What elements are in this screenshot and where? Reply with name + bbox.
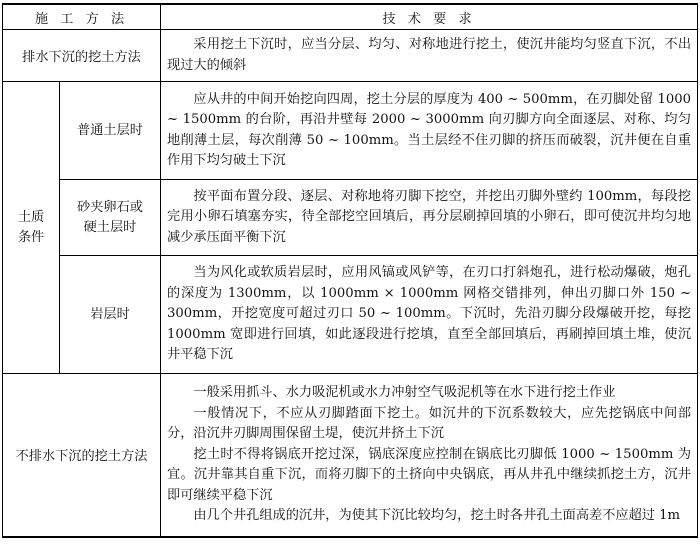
rock-requirement-text: 当为风化或软质岩层时，应用风镐或风铲等，在刃口打斜炮孔，进行松动爆破，炮孔的深度为 1300mm，以 1000mm × 1000mm 网格交错排列，伸出刃脚口外 150 ~ 300mm，开挖宽度可超过刃口 50 ~ 100mm。下沉时，先沿刃脚分段爆破开挖，每挖 1000mm 宽即进行回填，如此逐段进行挖填，直至全部回填后，再刷掉回填土堆，使沉井平稳下沉 [167, 265, 692, 363]
table-row-sand [3, 180, 698, 256]
table-row-normal [3, 82, 698, 180]
soil-condition-label-2: 条件 [17, 229, 45, 245]
nodrain-requirement-cell [161, 374, 698, 537]
soil-condition-label-1: 土质 [17, 209, 45, 225]
normal-requirement-text: 应从井的中间开始挖向四周，挖土分层的厚度为 400 ~ 500mm，在刃脚处留 1000 ~ 1500mm 的台阶，再沿井壁每 2000 ~ 3000mm 向刃脚方向全面逐层、对称、均匀地削薄土层，每次削薄 50 ~ 100mm。当土层经不住刃脚的挤压而破裂，沉井便在自重作用下均匀破土下沉 [167, 91, 692, 168]
nodrain-para-3: 挖土时不得将锅底开挖过深，锅底深度应控制在锅底比刃脚低 1000 ~ 1500mm 为宜。沉井靠其自重下沉，而将刃脚下的土挤向中央锅底，再从井孔中继续抓挖土方，沉井即可继续平稳下沉 [167, 446, 692, 503]
drain-requirement-cell [161, 30, 698, 82]
sand-label-2: 硬土层时 [83, 219, 137, 235]
nodrain-para-1: 一般采用抓斗、水力吸泥机或水力冲射空气吸泥机等在水下进行挖土作业 [193, 385, 616, 400]
nodrain-para-4: 由几个井孔组成的沉井，为使其下沉比较均匀，挖土时各井孔土面高差不应超过 1m [193, 508, 681, 523]
table-row-rock [3, 256, 698, 374]
rock-label-cell: 岩层时 [60, 256, 161, 374]
table-row-nodrain [3, 374, 698, 537]
sand-label-1: 砂夹卵石或 [77, 199, 143, 215]
header-requirement: 技 术 要 求 [161, 4, 698, 30]
soil-condition-cell [3, 82, 60, 374]
table-row-drain [3, 30, 698, 82]
normal-requirement-cell [161, 82, 698, 180]
rock-requirement-cell [161, 256, 698, 374]
drain-requirement-text: 采用挖土下沉时，应当分层、均匀、对称地进行挖土，使沉井能均匀竖直下沉，不出现过大的倾斜 [167, 37, 692, 73]
sand-requirement-cell [161, 180, 698, 256]
construction-method-table [2, 3, 698, 538]
nodrain-method-cell: 不排水下沉的挖土方法 [3, 374, 161, 537]
header-method: 施 工 方 法 [3, 4, 161, 30]
sand-label-cell [60, 180, 161, 256]
normal-label-cell: 普通土层时 [60, 82, 161, 180]
sand-requirement-text: 按平面布置分段、逐层、对称地将刃脚下挖空，并挖出刃脚外壁约 100mm，每段挖完用小卵石填塞夯实，待全部挖空回填后，再分层刷掉回填的小卵石，即可使沉井均匀地减少承压面平衡下沉 [167, 188, 692, 245]
table-header-row [3, 4, 698, 30]
nodrain-para-2: 一般情况下，不应从刃脚踏面下挖土。如沉井的下沉系数较大，应先挖锅底中间部分，沿沉井刃脚周围保留土堤，使沉井挤土下沉 [167, 405, 692, 441]
drain-method-cell: 排水下沉的挖土方法 [3, 30, 161, 82]
